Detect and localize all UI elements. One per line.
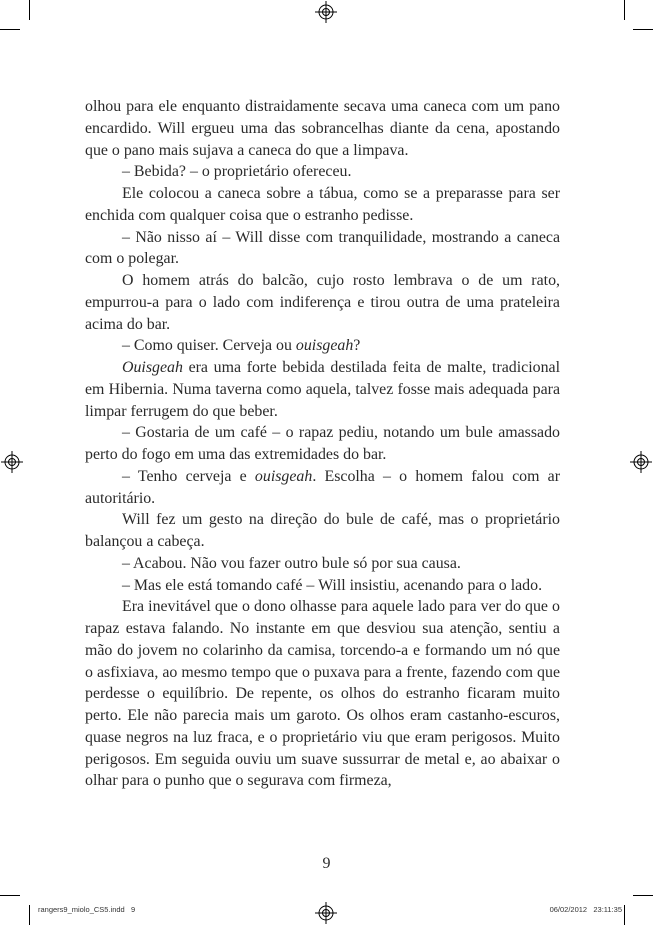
crop-mark-bottom-right-h — [633, 895, 653, 896]
italic-text: ouisgeah — [254, 467, 313, 485]
paragraph — [85, 227, 560, 271]
paragraph — [85, 96, 560, 161]
text-run: O homem atrás do balcão, cujo rosto lembrava o de um rato, empurrou-a para o lado com indiferença e tirou outra de uma prateleira acima do bar. — [85, 272, 560, 333]
text-run: olhou para ele enquanto distraidamente secava uma caneca com um pano encardido. Will ergueu uma das sobrancelhas diante da cena, apostando que o pano mais sujava a caneca do que a limpava. — [85, 98, 560, 159]
registration-mark-left-icon — [1, 451, 23, 473]
italic-text: Ouisgeah — [122, 359, 183, 376]
paragraph — [85, 553, 560, 575]
text-run: ? — [353, 337, 361, 355]
paragraph — [85, 161, 560, 183]
paragraph — [85, 509, 560, 553]
paragraph — [85, 596, 560, 792]
text-run: – Bebida? – o proprietário ofereceu. — [122, 163, 352, 181]
text-run: Ele colocou a caneca sobre a tábua, como se a preparasse para ser enchida com qualquer coisa que o estranho pedisse. — [85, 185, 560, 224]
text-run: – Acabou. Não vou fazer outro bule só por sua causa. — [122, 554, 461, 572]
text-run: era uma forte bebida destilada feita de malte, tradicional em Hibernia. Numa taverna como aquela, talvez fosse mais adequada para limpar ferrugem do que beber. — [85, 359, 560, 420]
body-text — [85, 96, 560, 792]
crop-mark-bottom-left-v — [29, 905, 30, 925]
text-run: – Tenho cerveja e — [122, 467, 255, 485]
registration-mark-right-icon — [630, 451, 652, 473]
text-run: Era inevitável que o dono olhasse para aquele lado para ver do que o rapaz estava falando. No instante em que desviou sua atenção, sentiu a mão do jovem no colarinho da camisa, torcendo-a e formando um nó que o asfixiava, ao mesmo tempo que o puxava para a frente, fazendo com que perdesse o equilíbrio. De repente, os olhos do estranho ficaram muito perto. Ele não parecia mais um garoto. Os olhos eram castanho-escuros, quase negros na luz fraca, e o proprietário viu que eram perigosos. Muito perigosos. Em seguida ouviu um suave sussurrar de metal e, ao abaixar o olhar para o punho que o segurava com firmeza, — [85, 598, 560, 790]
paragraph — [85, 466, 560, 510]
slug-timestamp: 06/02/2012 23:11:35 — [549, 905, 622, 914]
slug-filename: rangers9_miolo_CS5.indd 9 — [38, 905, 136, 914]
text-run: – Mas ele está tomando café – Will insistiu, acenando para o lado. — [122, 576, 543, 594]
paragraph — [85, 357, 560, 422]
italic-text: ouisgeah — [295, 337, 354, 355]
crop-mark-top-right-v — [624, 0, 625, 20]
paragraph — [85, 575, 560, 597]
text-run: – Gostaria de um café – o rapaz pediu, notando um bule amassado perto do fogo em uma das extremidades do bar. — [85, 424, 560, 463]
text-run: – Não nisso aí – Will disse com tranquilidade, mostrando a caneca com o polegar. — [85, 228, 560, 268]
registration-mark-bottom-icon — [315, 902, 337, 924]
page-number: 9 — [322, 855, 331, 872]
paragraph — [85, 335, 560, 357]
paragraph — [85, 183, 560, 227]
crop-mark-bottom-right-v — [624, 905, 625, 925]
crop-mark-top-right-h — [633, 29, 653, 30]
text-run: Will fez um gesto na direção do bule de café, mas o proprietário balançou a cabeça. — [85, 511, 560, 550]
paragraph — [85, 422, 560, 466]
text-run: . Escolha – o homem falou com ar autoritário. — [85, 467, 560, 507]
paragraph — [85, 270, 560, 335]
crop-mark-top-left-h — [0, 29, 20, 30]
crop-mark-bottom-left-h — [0, 895, 20, 896]
crop-mark-top-left-v — [29, 0, 30, 20]
text-run: – Como quiser. Cerveja ou — [122, 337, 296, 355]
registration-mark-top-icon — [315, 1, 337, 23]
